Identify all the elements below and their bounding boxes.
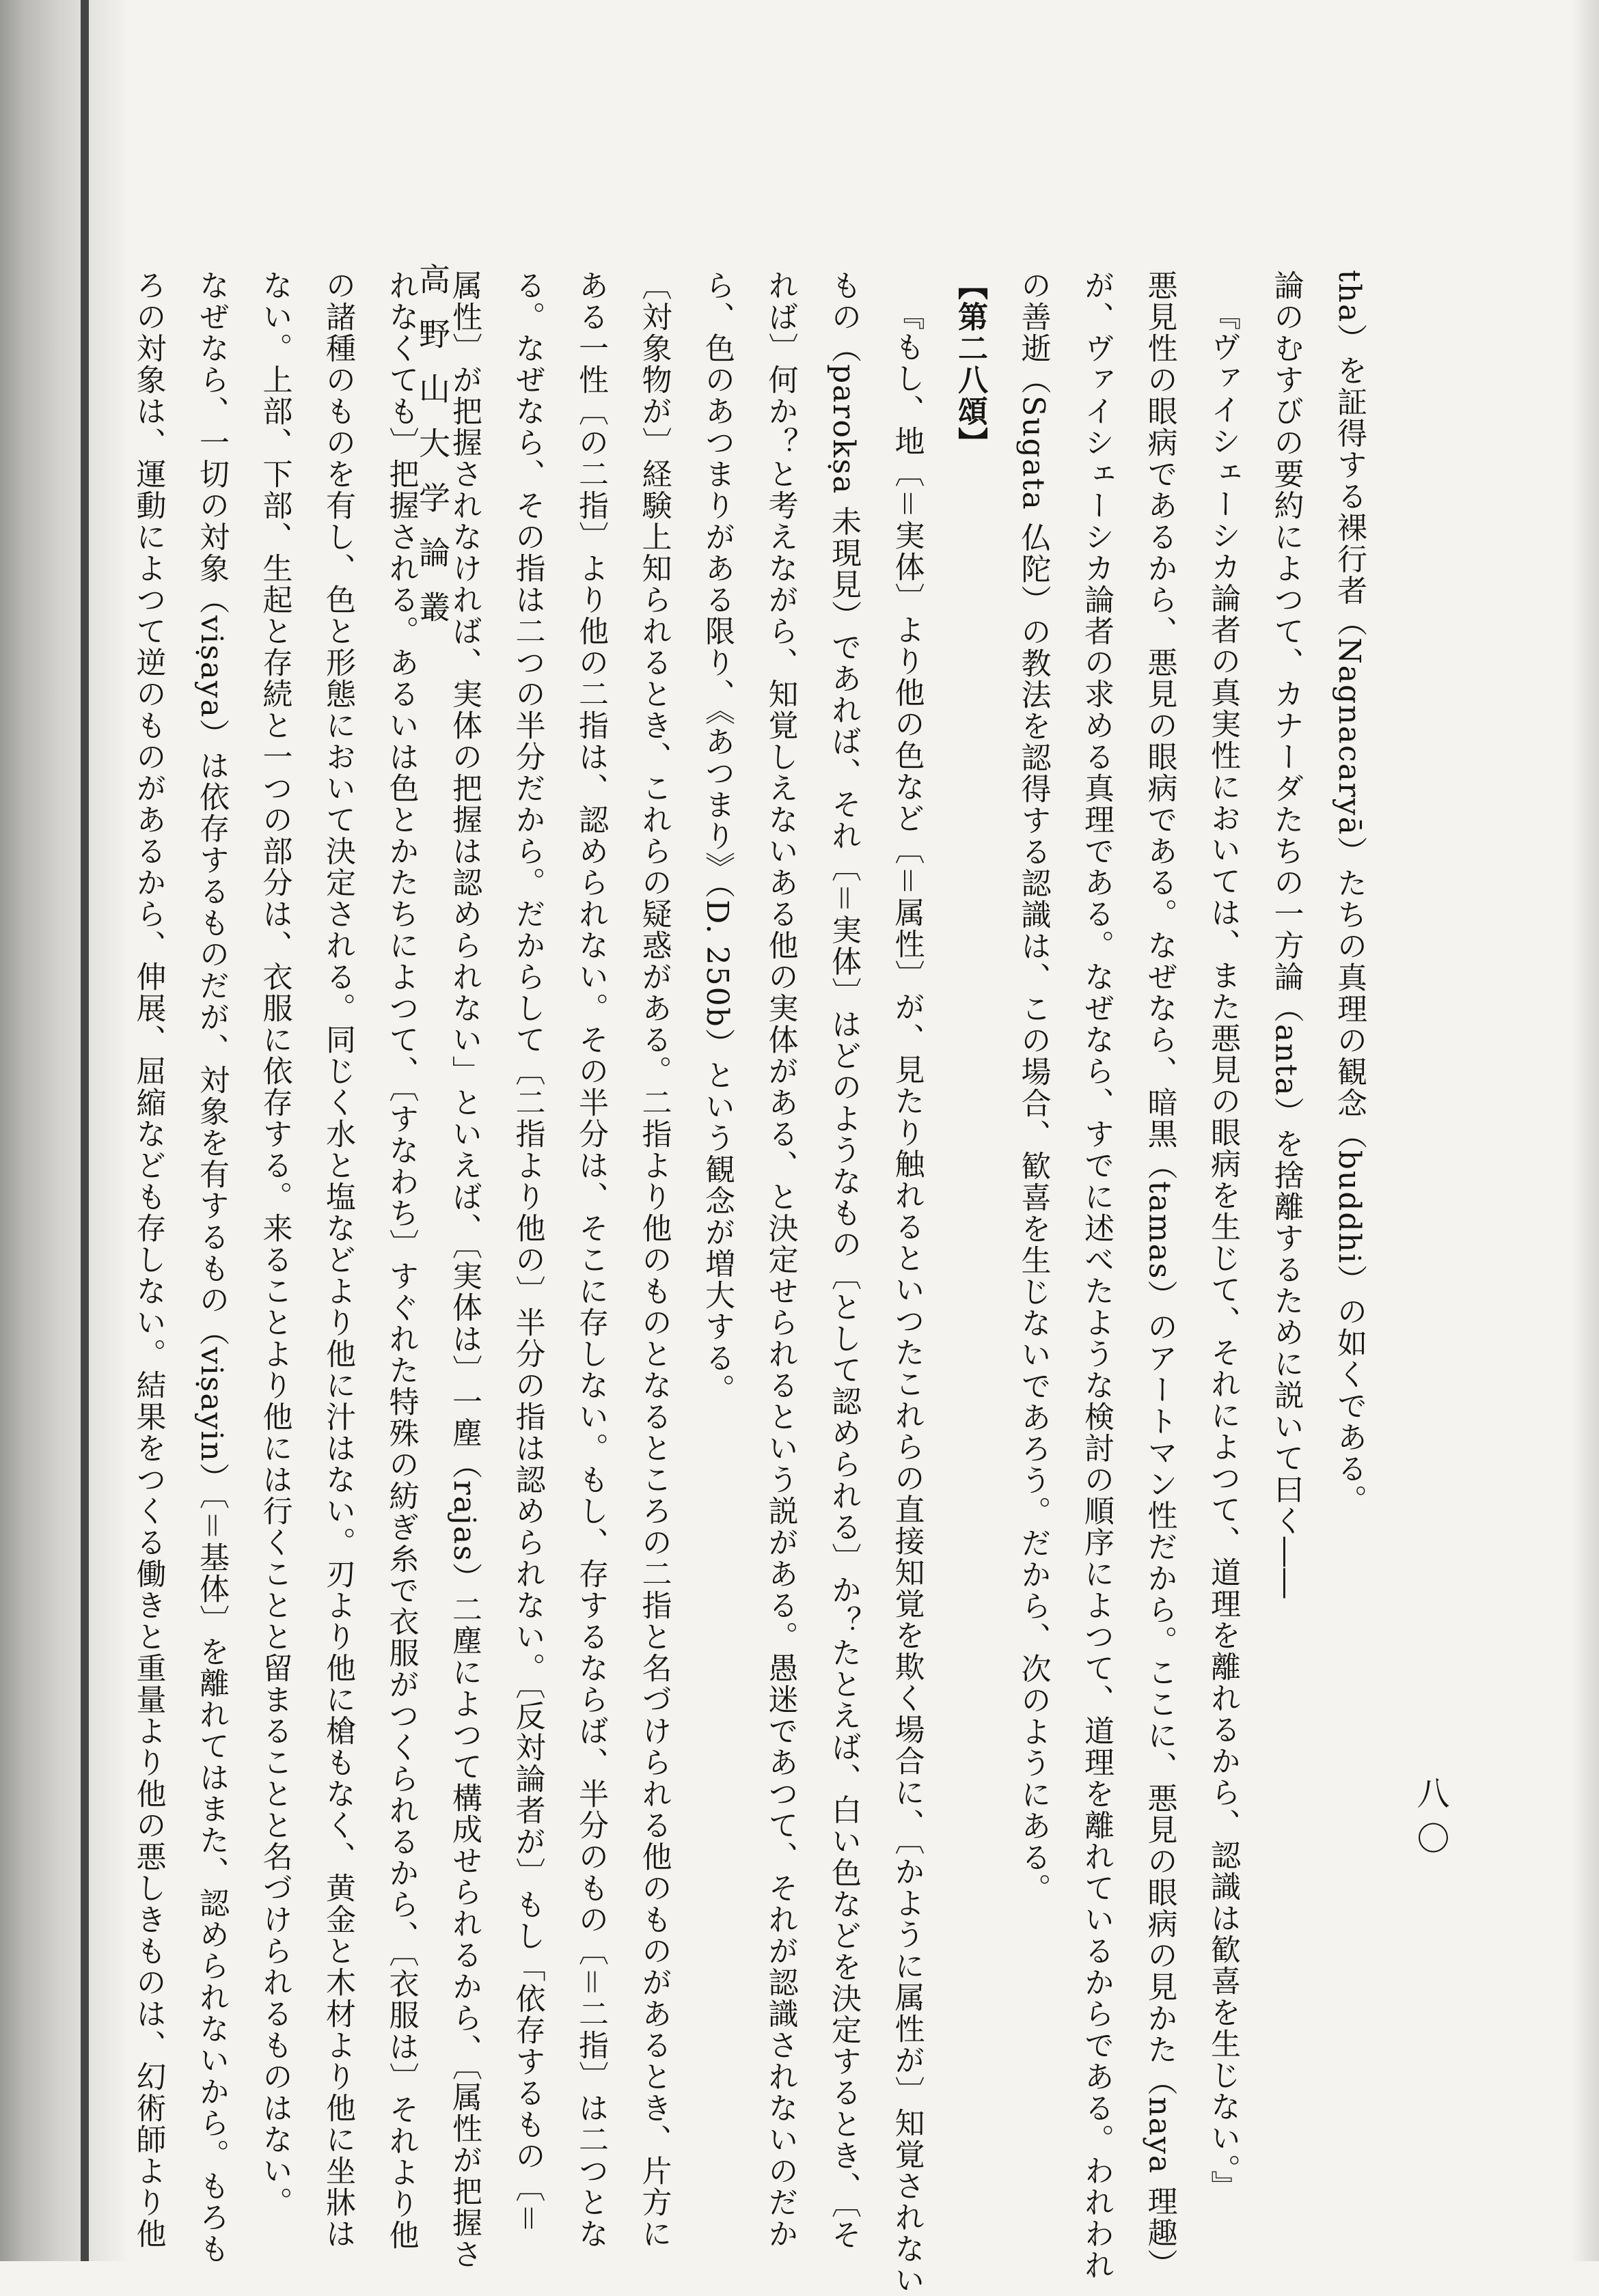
section-heading: 【第二八頌】 xyxy=(953,270,987,458)
text-line: 〔対象物が〕経験上知られるとき、これらの疑惑がある。二指より他のものとなるところの二指と名づけられる他のものがあるとき、片方に xyxy=(636,270,672,2250)
text-line: tha）を証得する裸行者（Nagnacaryā）たちの真理の観念（buddhi）の如くである。 xyxy=(1332,270,1367,1516)
text-line: れなくても〕把握される。あるいは色とかたちによつて、〔すなわち〕すぐれた特殊の紡ぎ糸で衣服がつくられるから、〔衣服は〕それより他 xyxy=(383,270,419,2251)
text-line: ある一性〔の二指〕より他の二指は、認められない。その半分は、そこに存しない。もし、存するならば、半分のもの〔＝二指〕は二つとな xyxy=(573,270,608,2250)
text-line: ら、色のあつまりがある限り、《あつまり》（D. 250b）という観念が増大する。 xyxy=(700,270,735,1405)
text-line: もの（parokṣa 未現見）であれば、それ〔＝実体〕はどのようなもの〔として認められる〕か？たとえば、白い色などを決定するとき、〔そ xyxy=(826,270,861,2251)
text-line: 『ヴァイシェーシカ論者の真実性においては、また悪見の眼病を生じて、それによつて、道理を離れるから、認識は歓喜を生じない。』 xyxy=(1205,300,1240,2202)
text-line: 属性〕が把握されなければ、実体の把握は認められない」といえば、〔実体は〕一塵（rajas）二塵によつて構成せられるから、〔属性が把握さ xyxy=(447,270,482,2270)
binding-line xyxy=(81,0,89,2261)
text-line: ない。上部、下部、生起と存続と一つの部分は、衣服に依存する。来ることより他には行くことと留まることと名づけられるものはない。 xyxy=(257,270,292,2218)
running-head: 高野山大学論叢 xyxy=(414,263,451,646)
text-line: る。なぜなら、その指は二つの半分だから。だからして〔二指より他の〕半分の指は認められない。〔反対論者が〕もし「依存するもの〔＝ xyxy=(510,270,545,2235)
text-line: 『もし、地〔＝実体〕より他の色など〔＝属性〕が、見たり触れるといつたこれらの直接知覚を欺く場合に、〔かように属性が〕知覚されない xyxy=(889,300,925,2296)
text-line: 論のむすびの要約によつて、カナーダたちの一方論（anta）を捨離するために説いて曰く―― xyxy=(1268,270,1304,1600)
text-line: ろの対象は、運動によつて逆のものがあるから、伸展、屈縮なども存しない。結果をつくる働きと重量より他の悪しきものは、幻術師より他 xyxy=(131,270,166,2250)
binding-shadow xyxy=(0,0,130,2261)
text-line: 悪見性の眼病であるから、悪見の眼病である。なぜなら、暗黒（tamas）のアートマン性だから。ここに、悪見の眼病の見かた（naya 理趣） xyxy=(1142,270,1177,2280)
main-text xyxy=(131,270,1380,2296)
text-line: なぜなら、一切の対象（viṣaya）は依存するものだが、対象を有するもの（viṣayin）〔＝基体〕を離れてはまた、認められないから。もろも xyxy=(194,270,229,2265)
text-line: の諸種のものを有し、色と形態において決定される。同じく水と塩などより他に汁はない。刃より他に槍もなく、黄金と木材より他に坐牀は xyxy=(320,270,355,2250)
text-line: の善逝（Sugata 仏陀）の教法を認得する認識は、この場合、歓喜を生じないであろう。だから、次のようにある。 xyxy=(1015,270,1051,1905)
text-line: が、ヴァイシェーシカ論者の求める真理である。なぜなら、すでに述べたような検討の順序によつて、道理を離れているからである。われわれ xyxy=(1079,270,1114,2281)
page-edge xyxy=(1572,0,1599,2261)
text-line: れば〕何か？と考えながら、知覚しえないある他の実体がある、と決定せられるという説がある。愚迷であつて、それが認識されないのだか xyxy=(763,270,798,2250)
page-number: 八〇 xyxy=(1411,1776,1449,1866)
